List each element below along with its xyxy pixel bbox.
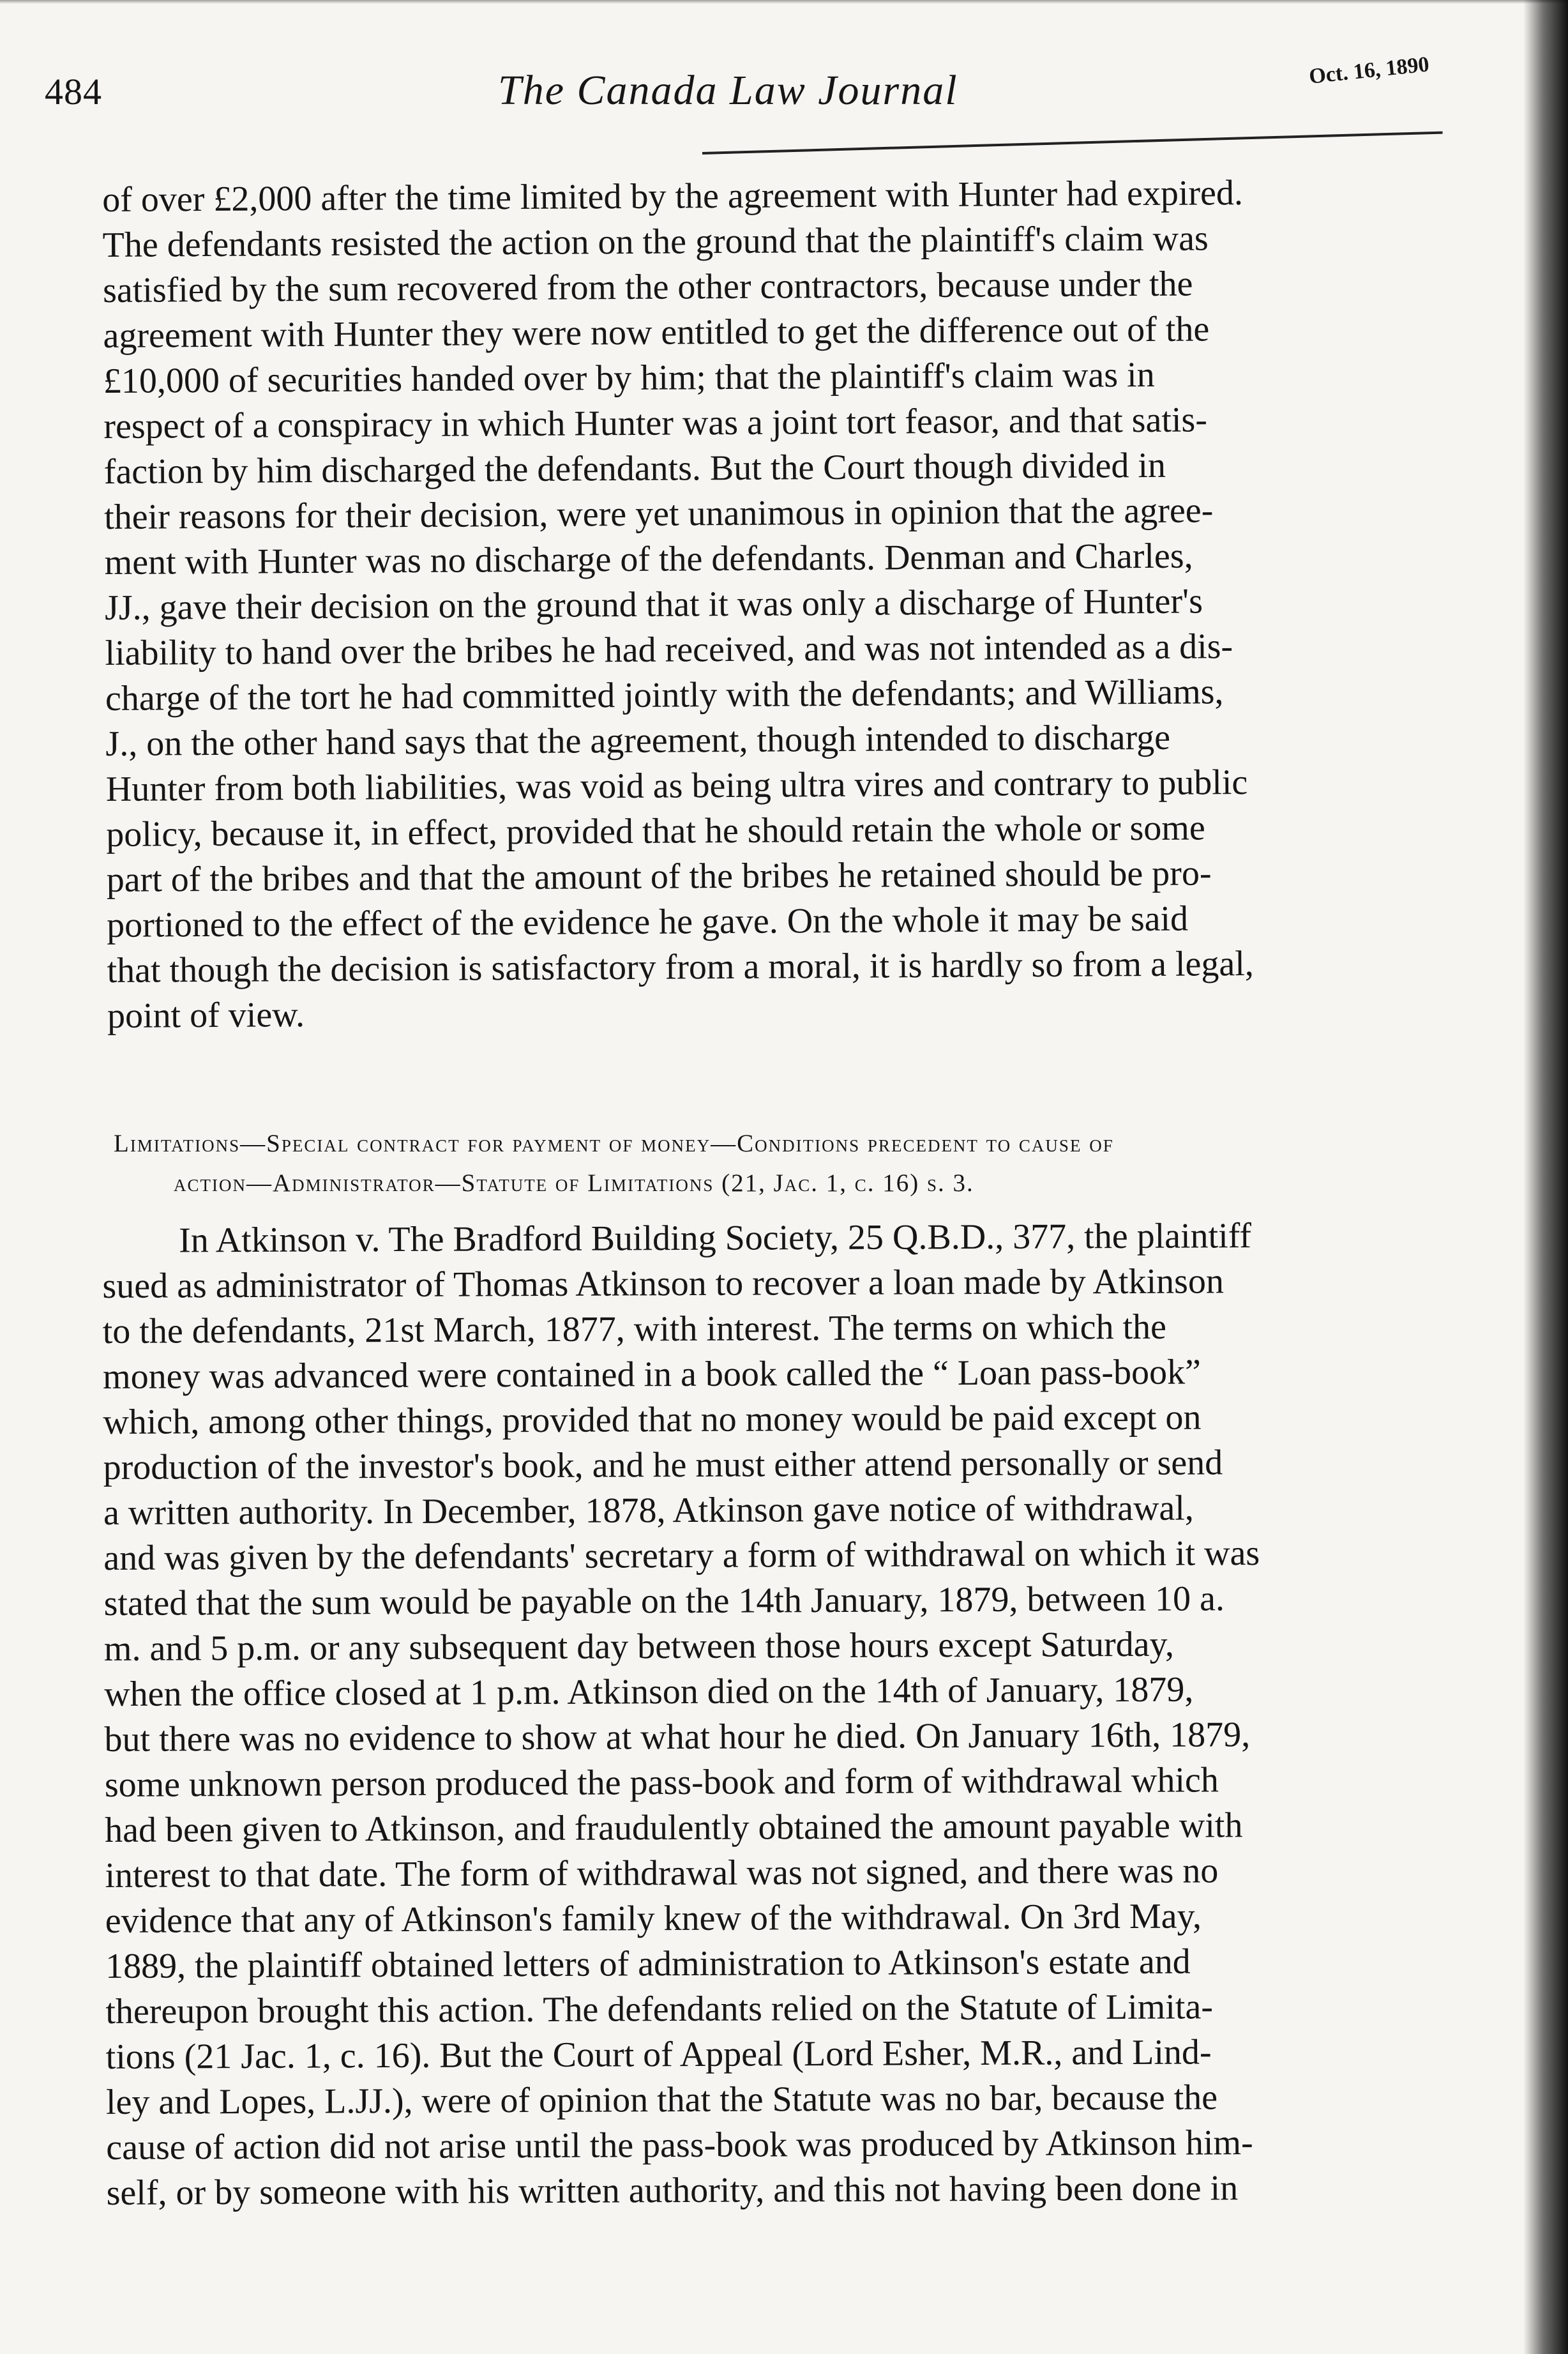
text-line: which, among other things, provided that no money would be paid except on	[103, 1397, 1202, 1442]
text-line: their reasons for their decision, were yet unanimous in opinion that the agree-	[104, 490, 1214, 537]
text-line: self, or by someone with his written authority, and this not having been done in	[106, 2168, 1239, 2213]
text-line: charge of the tort he had committed jointly with the defendants; and Williams,	[105, 672, 1224, 718]
text-line: to the defendants, 21st March, 1877, with interest. The terms on which the	[102, 1307, 1167, 1351]
text-line: of over £2,000 after the time limited by the agreement with Hunter had expired.	[102, 173, 1244, 220]
text-line: a written authority. In December, 1878, Atkinson gave notice of withdrawal,	[103, 1488, 1195, 1533]
page-header	[0, 0, 1568, 166]
heading-line: action—Administrator—Statute of Limitations (21, Jac. 1, c. 16) s. 3.	[174, 1169, 974, 1197]
text-line: and was given by the defendants' secretary a form of withdrawal on which it was	[103, 1533, 1260, 1578]
text-line: faction by him discharged the defendants. But the Court though divided in	[103, 445, 1166, 492]
heading-line: Limitations—Special contract for payment of money—Conditions precedent to cause of	[114, 1130, 1114, 1157]
page-number: 484	[45, 71, 102, 112]
text-line: production of the investor's book, and he must either attend personally or send	[103, 1443, 1223, 1487]
text-line: m. and 5 p.m. or any subsequent day between those hours except Saturday,	[103, 1624, 1175, 1669]
text-line: ley and Lopes, L.JJ.), were of opinion that the Statute was no bar, because the	[105, 2077, 1218, 2122]
text-line: JJ., gave their decision on the ground that it was only a discharge of Hunter's	[104, 581, 1203, 628]
text-line: tions (21 Jac. 1, c. 16). But the Court of Appeal (Lord Esher, M.R., and Lind-	[105, 2032, 1212, 2077]
text-line: some unknown person produced the pass-book and form of withdrawal which	[104, 1760, 1219, 1805]
header-date: Oct. 16, 1890	[1308, 52, 1431, 89]
text-line: satisfied by the sum recovered from the other contractors, because under the	[102, 264, 1193, 310]
text-line: sued as administrator of Thomas Atkinson to recover a loan made by Atkinson	[102, 1261, 1225, 1306]
text-line: cause of action did not arise until the pass-book was produced by Atkinson him-	[106, 2123, 1253, 2168]
text-line: In Atkinson v. The Bradford Building Society, 25 Q.B.D., 377, the plaintiff	[179, 1216, 1252, 1261]
text-line: agreement with Hunter they were now entitled to get the difference out of the	[103, 309, 1210, 356]
text-line: 1889, the plaintiff obtained letters of administration to Atkinson's estate and	[105, 1941, 1191, 1986]
running-title: The Canada Law Journal	[498, 67, 958, 114]
text-line: ment with Hunter was no discharge of the defendants. Denman and Charles,	[104, 536, 1193, 582]
text-line: but there was no evidence to show at what hour he died. On January 16th, 1879,	[104, 1715, 1251, 1759]
text-line: point of view.	[107, 995, 305, 1036]
text-line: part of the bribes and that the amount of the bribes he retained should be pro-	[106, 853, 1212, 900]
text-line: evidence that any of Atkinson's family knew of the withdrawal. On 3rd May,	[105, 1896, 1202, 1941]
scan-edge-shadow	[1523, 0, 1568, 2354]
text-line: had been given to Atkinson, and fraudulently obtained the amount payable with	[105, 1805, 1243, 1850]
text-line: policy, because it, in effect, provided that he should retain the whole or some	[106, 808, 1205, 854]
text-line: respect of a conspiracy in which Hunter was a joint tort feasor, and that satis-	[103, 400, 1208, 446]
text-line: £10,000 of securities handed over by him; that the plaintiff's claim was in	[103, 354, 1155, 401]
case-heading	[114, 1124, 1486, 1203]
text-line: when the office closed at 1 p.m. Atkinson died on the 14th of January, 1879,	[104, 1669, 1194, 1714]
text-line: liability to hand over the bribes he had received, and was not intended as a dis-	[105, 626, 1233, 673]
text-line: thereupon brought this action. The defendants relied on the Statute of Limita-	[105, 1987, 1214, 2031]
text-line: J., on the other hand says that the agreement, though intended to discharge	[105, 717, 1171, 764]
text-line: Hunter from both liabilities, was void as being ultra vires and contrary to public	[105, 763, 1248, 809]
text-line: interest to that date. The form of withdrawal was not signed, and there was no	[105, 1851, 1219, 1895]
paragraph-continuation	[102, 169, 1480, 1039]
text-line: The defendants resisted the action on the ground that the plaintiff's claim was	[102, 218, 1209, 265]
text-line: portioned to the effect of the evidence he gave. On the whole it may be said	[106, 899, 1189, 945]
case-paragraph	[102, 1213, 1479, 2216]
header-rule	[702, 132, 1443, 155]
text-line: stated that the sum would be payable on the 14th January, 1879, between 10 a.	[103, 1579, 1225, 1623]
text-line: money was advanced were contained in a book called the “ Loan pass-book”	[102, 1352, 1201, 1397]
text-line: that though the decision is satisfactory from a moral, it is hardly so from a legal,	[107, 944, 1254, 991]
